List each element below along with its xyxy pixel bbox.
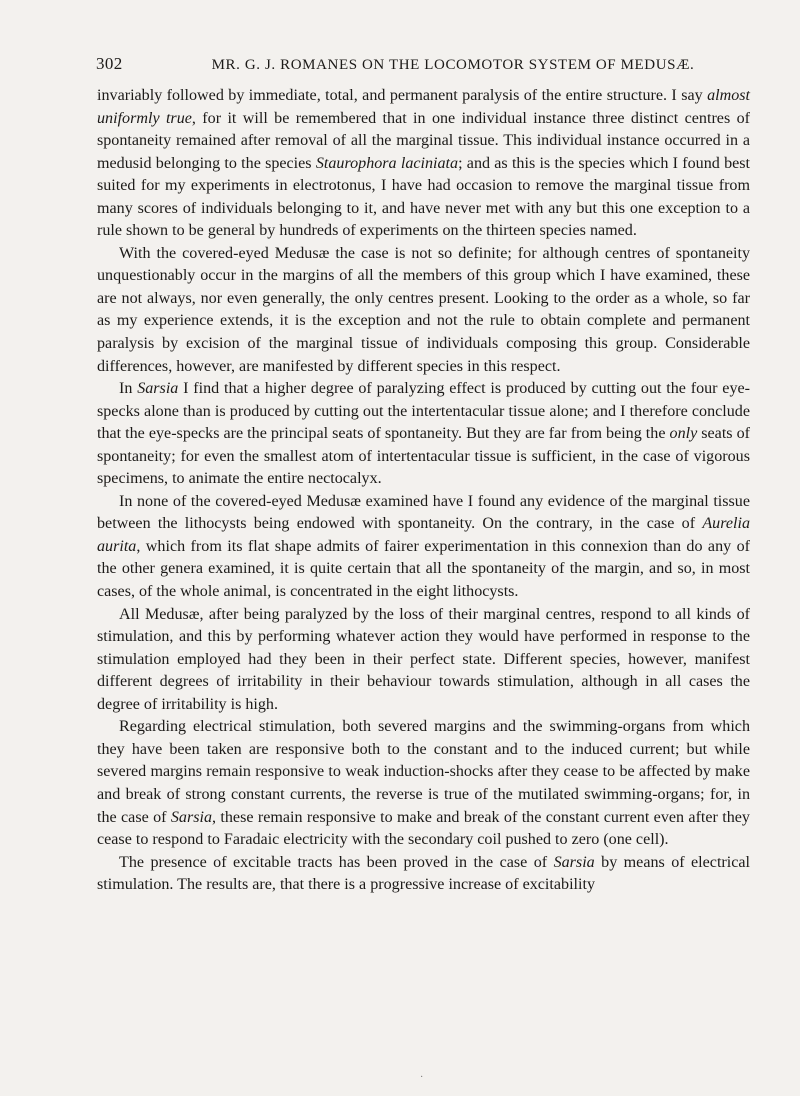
page-number: 302 <box>96 54 123 73</box>
italic-term: almost uniformly true <box>97 87 750 127</box>
paragraph <box>97 243 750 378</box>
italic-term: Sarsia <box>553 853 595 871</box>
paragraph <box>97 716 750 851</box>
text-run: Regarding electrical stimulation, both severed margins and the swimming-organs from which they have been taken are responsive both to the constant and to the induced current; but while severed margins remain responsive to weak induction-shocks after they cease to be affected by make and break of strong constant currents, the reverse is true of the mutilated swimming-organs; for, in the case of <box>97 718 750 826</box>
paragraph <box>97 491 750 604</box>
text-run: I find that a higher degree of paralyzing effect is produced by cutting out the four eye-specks alone than is produced by cutting out the intertentacular tissue alone; and I therefore conclude that the eye-specks are the principal seats of spontaneity. But they are far from being the <box>97 380 751 443</box>
text-run: The presence of excitable tracts has been proved in the case of <box>119 853 554 871</box>
paragraph <box>97 852 750 897</box>
text-run: In none of the covered-eyed Medusæ examined have I found any evidence of the marginal tissue between the lithocysts being endowed with spontaneity. On the contrary, in the case of <box>97 492 750 533</box>
running-title: MR. G. J. ROMANES ON THE LOCOMOTOR SYSTEM OF MEDUSÆ. <box>211 57 695 73</box>
running-header <box>96 54 750 74</box>
paragraph <box>97 604 750 717</box>
paragraph <box>97 85 750 243</box>
text-run: by means of electrical stimulation. The results are, that there is a progressive increase of excitability <box>97 853 751 894</box>
italic-term: Sarsia <box>137 380 179 398</box>
italic-term: Staurophora laciniata <box>315 154 459 172</box>
paragraph <box>97 378 750 491</box>
italic-term: Aurelia aurita <box>97 515 750 555</box>
body-text <box>97 85 750 897</box>
text-run: ; and as this is the species which I found best suited for my experiments in electrotonus, I have had occasion to remove the marginal tissue from many scores of individuals belonging to it, and have never met with any but this one exception to a rule shown to be general by hundreds of experiments on the thirteen species named. <box>97 154 750 240</box>
text-run: , for it will be remembered that in one individual instance three distinct centres of spontaneity remained after removal of all the marginal tissue. This individual instance occurred in a medusid belonging to the species <box>97 109 750 172</box>
text-run: In <box>119 380 138 398</box>
text-run: seats of spontaneity; for even the smallest atom of intertentacular tissue is sufficient, in the case of vigorous specimens, to animate the entire nectocalyx. <box>97 425 750 488</box>
text-run: All Medusæ, after being paralyzed by the loss of their marginal centres, respond to all kinds of stimulation, and this by performing whatever action they would have performed in response to the stimulation employed had they been in their perfect state. Different species, however, manifest different degrees of irritability in their behaviour towards stimulation, although in all cases the degree of irritability is high. <box>97 605 750 713</box>
text-run: With the covered-eyed Medusæ the case is not so definite; for although centres of spontaneity unquestionably occur in the margins of all the members of this group which I have examined, these are not always, nor even generally, the only centres present. Looking to the order as a whole, so far as my experience extends, it is the exception and not the rule to obtain complete and permanent paralysis by excision of the marginal tissue of individuals composing this group. Considerable differences, however, are manifested by different species in this respect. <box>97 244 750 375</box>
text-run: , these remain responsive to make and break of the constant current even after they cease to respond to Faradaic electricity with the secondary coil pushed to zero (one cell). <box>97 808 750 849</box>
text-run: invariably followed by immediate, total, and permanent paralysis of the entire structure. I say <box>97 87 708 104</box>
italic-term: Sarsia <box>170 808 213 826</box>
text-run: , which from its flat shape admits of fairer experimentation in this connexion than do any of the other genera examined, it is quite certain that all the spontaneity of the margin, and so, in most cases, of the whole animal, is concentrated in the eight lithocysts. <box>97 537 750 601</box>
ink-mark: · <box>420 1072 424 1083</box>
italic-term: only <box>669 425 698 443</box>
